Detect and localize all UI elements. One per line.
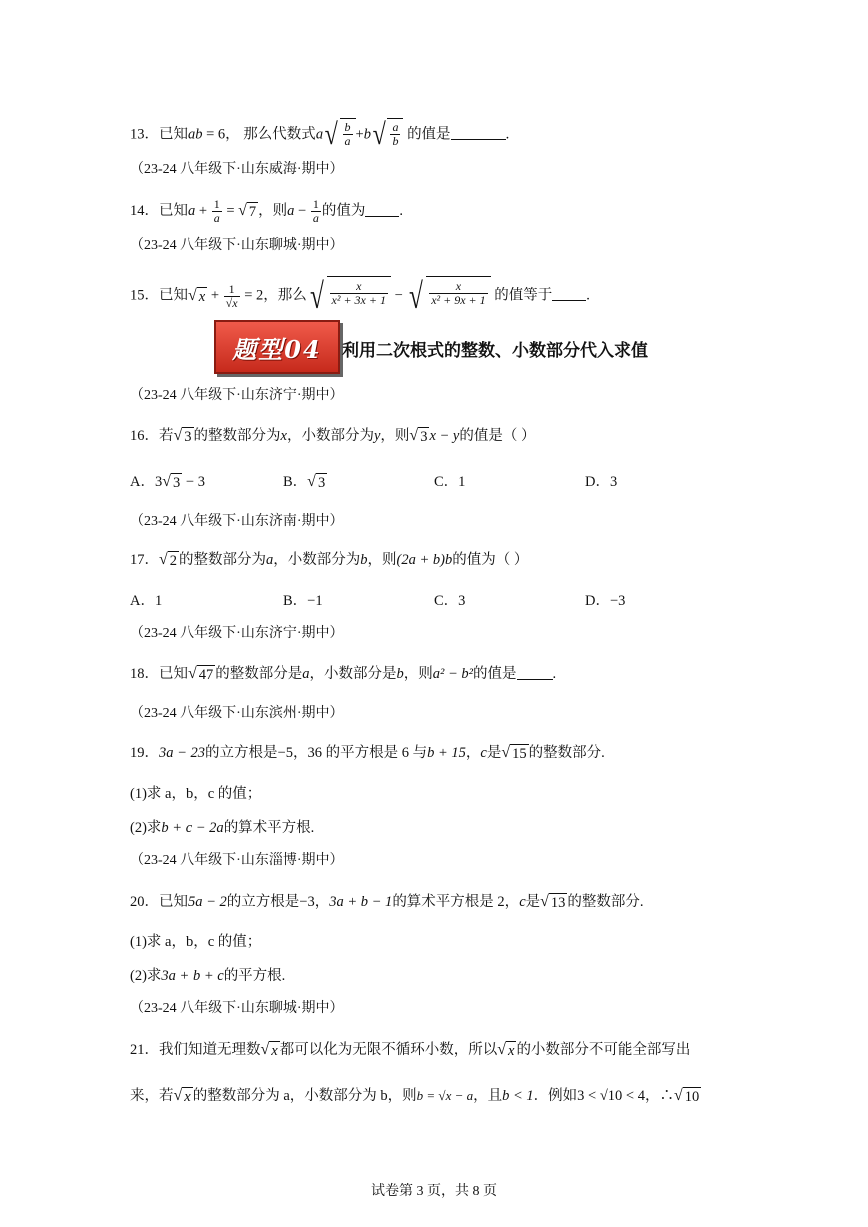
q20-t4: 是 bbox=[525, 894, 541, 910]
q16-option-c[interactable]: C．1 bbox=[434, 474, 466, 490]
q15-plus: + bbox=[207, 287, 223, 304]
q16-radical-2: √ 3 bbox=[409, 427, 428, 446]
q19-c: c bbox=[480, 745, 487, 761]
question-14 bbox=[130, 198, 403, 225]
q16-radical: √ 3 bbox=[173, 427, 192, 446]
q16-option-b-rad: 3 bbox=[317, 475, 326, 492]
q21-l2-t4: ，∴ bbox=[644, 1088, 674, 1104]
q13-b: b bbox=[363, 126, 371, 143]
q15-f3-den: x² + 9x + 1 bbox=[431, 293, 486, 307]
q19-radical: √ 15 bbox=[501, 744, 527, 763]
q20-t5: 的整数部分. bbox=[567, 894, 644, 910]
q17-radical: √ 2 bbox=[159, 551, 178, 570]
section-heading: 利用二次根式的整数、小数部分代入求值 bbox=[342, 341, 648, 361]
q17-option-a[interactable]: A．1 bbox=[130, 593, 163, 609]
q21-x: x bbox=[271, 1043, 278, 1060]
question-18 bbox=[130, 664, 556, 684]
q21-l2-x: x bbox=[184, 1089, 191, 1106]
source-16: （23-24 八年级下·山东济宁·期中） bbox=[130, 388, 344, 403]
q20-part-2-suffix: 的平方根. bbox=[223, 968, 286, 984]
q17-t1: 的整数部分为 bbox=[179, 552, 267, 568]
q16-option-a-radical: √ 3 bbox=[162, 473, 181, 492]
q13-frac1-num: b bbox=[344, 120, 351, 134]
q19-part-2-suffix: 的算术平方根. bbox=[223, 820, 315, 836]
q21-radical-2: √ x bbox=[497, 1041, 515, 1060]
q20-t1: 的立方根是 bbox=[226, 894, 300, 910]
q20-t2: ， bbox=[314, 894, 330, 910]
q16-x: x bbox=[280, 428, 287, 444]
page-footer: 试卷第 3 页，共 8 页 bbox=[371, 1184, 497, 1199]
q20-prefix: 20．已知 bbox=[130, 894, 188, 910]
q14-a: a bbox=[188, 202, 196, 219]
question-17 bbox=[130, 550, 528, 570]
q13-a: a bbox=[315, 126, 324, 143]
q21-l2-prefix: 来，若 bbox=[130, 1088, 174, 1104]
q18-prefix: 18．已知 bbox=[130, 666, 188, 682]
q18-t1: 的整数部分是 bbox=[215, 666, 303, 682]
q20-part-2 bbox=[130, 966, 285, 986]
q14-prefix: 14．已知 bbox=[130, 202, 188, 219]
q21-t1: 都可以化为无限不循环小数，所以 bbox=[279, 1042, 498, 1058]
q18-b: b bbox=[396, 666, 404, 682]
q13-blank[interactable] bbox=[451, 125, 506, 140]
q14-eq: = bbox=[222, 202, 239, 219]
q16-prefix: 16．若 bbox=[130, 428, 174, 444]
q17-option-c[interactable]: C．3 bbox=[434, 593, 466, 609]
q14-a2: a bbox=[287, 202, 295, 219]
source-14: （23-24 八年级下·山东聊城·期中） bbox=[130, 238, 344, 253]
q17-suffix: 的值为（ ） bbox=[452, 552, 529, 568]
section-badge bbox=[214, 320, 340, 374]
source-21: （23-24 八年级下·山东聊城·期中） bbox=[130, 1001, 344, 1016]
q16-t3: ，则 bbox=[380, 428, 410, 444]
q18-a: a bbox=[302, 666, 310, 682]
q16-three: 3 bbox=[184, 429, 192, 446]
q18-radical: √ 47 bbox=[188, 665, 214, 684]
q15-f2-den: x² + 3x + 1 bbox=[331, 293, 386, 307]
source-19: （23-24 八年级下·山东滨州·期中） bbox=[130, 706, 344, 721]
source-17: （23-24 八年级下·山东济南·期中） bbox=[130, 514, 344, 529]
q21-radical-1: √ x bbox=[260, 1041, 278, 1060]
q14-frac-num: 1 bbox=[213, 197, 220, 211]
q14-seven: 7 bbox=[248, 204, 257, 220]
q17-expr: (2a + b)b bbox=[396, 552, 453, 568]
q14-frac-den: a bbox=[213, 211, 220, 225]
q19-expr1: 3a − 23 bbox=[159, 745, 206, 761]
q21-l2-radical: √ x bbox=[173, 1087, 191, 1106]
q16-expr: x − y bbox=[429, 428, 460, 444]
q16-option-a-tail: − 3 bbox=[182, 474, 205, 490]
q19-n: 15 bbox=[512, 746, 527, 763]
question-21-line-1 bbox=[130, 1040, 690, 1060]
q13-frac1-den: a bbox=[344, 134, 351, 148]
q13-frac2-num: a bbox=[392, 120, 399, 134]
q19-v1: −5 bbox=[277, 745, 293, 761]
q15-blank[interactable] bbox=[552, 286, 586, 301]
q20-expr2: 3a + b − 1 bbox=[329, 894, 393, 910]
q14-mid: ，则 bbox=[258, 202, 288, 219]
q19-expr2: b + 15 bbox=[427, 745, 466, 761]
q20-radical: √ 13 bbox=[540, 893, 566, 912]
q16-three2: 3 bbox=[420, 429, 428, 446]
q15-radical-1: √ $\frac{x}{\text{x² + 3x + 1}}$ bbox=[307, 276, 391, 316]
q18-expr: a² − b² bbox=[432, 666, 474, 682]
section-badge-text: 题型04 bbox=[232, 334, 322, 364]
question-16 bbox=[130, 426, 535, 446]
question-15 bbox=[130, 276, 590, 316]
q20-c: c bbox=[519, 894, 526, 910]
q21-l2-t2: ，且 bbox=[473, 1088, 503, 1104]
q16-option-b-label: B． bbox=[283, 474, 308, 490]
question-19 bbox=[130, 743, 605, 763]
q17-two: 2 bbox=[169, 553, 178, 570]
q21-l2-expr1: b = √x − a bbox=[416, 1088, 474, 1103]
q14-frac2-den: a bbox=[312, 211, 319, 225]
q16-t1: 的整数部分为 bbox=[193, 428, 281, 444]
q13-ab: ab bbox=[188, 126, 203, 143]
q18-end: . bbox=[552, 666, 557, 682]
q13-radical-1: √ $\frac{b}{a}$ bbox=[323, 118, 355, 152]
q14-minus: − bbox=[294, 202, 310, 219]
q16-option-a-label: A．3 bbox=[130, 474, 163, 490]
q19-t1: 的立方根是 bbox=[205, 745, 278, 761]
source-18: （23-24 八年级下·山东济宁·期中） bbox=[130, 626, 344, 641]
q19-prefix: 19． bbox=[130, 745, 159, 761]
q20-expr1: 5a − 2 bbox=[188, 894, 227, 910]
question-20 bbox=[130, 892, 644, 912]
q13-suffix: 的值是 bbox=[407, 126, 451, 143]
q18-n: 47 bbox=[198, 667, 214, 684]
q13-plus: + bbox=[355, 126, 364, 143]
question-21-line-2 bbox=[130, 1086, 701, 1106]
q16-option-d[interactable]: D．3 bbox=[585, 474, 618, 490]
q21-l2-expr3: 3 < √10 < 4 bbox=[577, 1088, 645, 1104]
q21-t2: 的小数部分不可能全部写出 bbox=[516, 1042, 691, 1058]
q13-eq: = 6， 那么代数式 bbox=[202, 126, 316, 143]
q17-t2: ，小数部分为 bbox=[273, 552, 361, 568]
source-20: （23-24 八年级下·山东淄博·期中） bbox=[130, 853, 344, 868]
q14-frac2-num: 1 bbox=[312, 197, 319, 211]
q15-radical-x: √ x bbox=[188, 286, 206, 305]
q17-b: b bbox=[360, 552, 368, 568]
q19-part-2-expr: b + c − 2a bbox=[161, 820, 224, 836]
source-13: （23-24 八年级下·山东威海·期中） bbox=[130, 162, 344, 177]
q13-frac2-den: b bbox=[392, 134, 399, 148]
q16-suffix: 的值是（ ） bbox=[459, 428, 536, 444]
q13-prefix: 13．已知 bbox=[130, 126, 188, 143]
q20-part-2-expr: 3a + b + c bbox=[161, 968, 224, 984]
q16-t2: ，小数部分为 bbox=[286, 428, 374, 444]
q14-end: . bbox=[399, 202, 403, 219]
q20-t3: 的算术平方根是 2， bbox=[392, 894, 520, 910]
q15-minus: − bbox=[390, 287, 407, 304]
q15-f1-den: √x bbox=[225, 295, 238, 310]
q21-l2-t1: 的整数部分为 a，小数部分为 b，则 bbox=[192, 1088, 417, 1104]
q15-end: . bbox=[586, 287, 590, 304]
q13-end: . bbox=[505, 126, 510, 143]
q17-t3: ，则 bbox=[367, 552, 397, 568]
q15-radical-2: √ $\frac{x}{\text{x² + 9x + 1}}$ bbox=[406, 276, 490, 316]
q14-blank[interactable] bbox=[365, 202, 399, 217]
q14-suffix: 的值为 bbox=[321, 202, 366, 219]
q19-t2: ，36 的平方根是 6 与 bbox=[292, 745, 428, 761]
q16-option-a-rad: 3 bbox=[173, 475, 181, 492]
q20-n: 13 bbox=[550, 895, 566, 912]
q20-part-1: (1)求 a，b，c 的值； bbox=[130, 934, 262, 950]
q19-part-1: (1)求 a，b，c 的值； bbox=[130, 786, 262, 802]
q21-l2-expr2: b < 1 bbox=[502, 1088, 534, 1104]
q21-l2-n: 10 bbox=[684, 1089, 700, 1106]
q16-option-a[interactable] bbox=[130, 472, 205, 492]
q21-prefix: 21．我们知道无理数 bbox=[130, 1042, 261, 1058]
q17-option-b[interactable]: B．−1 bbox=[283, 593, 323, 609]
q15-f1-num: 1 bbox=[228, 281, 235, 296]
q15-x: x bbox=[198, 288, 206, 305]
q15-prefix: 15．已知 bbox=[130, 287, 188, 304]
q15-f3-num: x bbox=[455, 279, 462, 293]
q19-part-2-prefix: (2)求 bbox=[130, 820, 162, 836]
q18-suffix: 的值是 bbox=[473, 666, 517, 682]
q17-a: a bbox=[266, 552, 274, 568]
q17-prefix: 17． bbox=[130, 552, 159, 568]
q13-radical-2: √ $\frac{a}{b}$ bbox=[371, 118, 403, 152]
q15-suffix: 的值等于 bbox=[494, 287, 553, 304]
q19-part-2 bbox=[130, 818, 314, 838]
question-13 bbox=[130, 118, 509, 152]
q20-part-2-prefix: (2)求 bbox=[130, 968, 162, 984]
q19-t4: 是 bbox=[486, 745, 502, 761]
q16-option-b-radical: √ 3 bbox=[307, 473, 326, 492]
q21-x2: x bbox=[508, 1043, 515, 1060]
q16-option-b[interactable] bbox=[283, 472, 327, 492]
q18-t3: ，则 bbox=[403, 666, 433, 682]
q21-l2-t3: ．例如 bbox=[533, 1088, 578, 1104]
q15-f2-num: x bbox=[356, 279, 362, 293]
q19-t5: 的整数部分. bbox=[528, 745, 605, 761]
q21-l2-radical-2: √ 10 bbox=[673, 1087, 700, 1106]
q18-blank[interactable] bbox=[517, 665, 553, 680]
q14-radical: √ 7 bbox=[238, 202, 257, 220]
q14-plus: + bbox=[195, 202, 211, 219]
q16-y: y bbox=[373, 428, 381, 444]
q19-t3: ， bbox=[465, 745, 481, 761]
q18-t2: ，小数部分是 bbox=[309, 666, 397, 682]
q17-option-d[interactable]: D．−3 bbox=[585, 593, 626, 609]
q20-v1: −3 bbox=[299, 894, 315, 910]
q15-eq: = 2，那么 bbox=[240, 287, 307, 304]
